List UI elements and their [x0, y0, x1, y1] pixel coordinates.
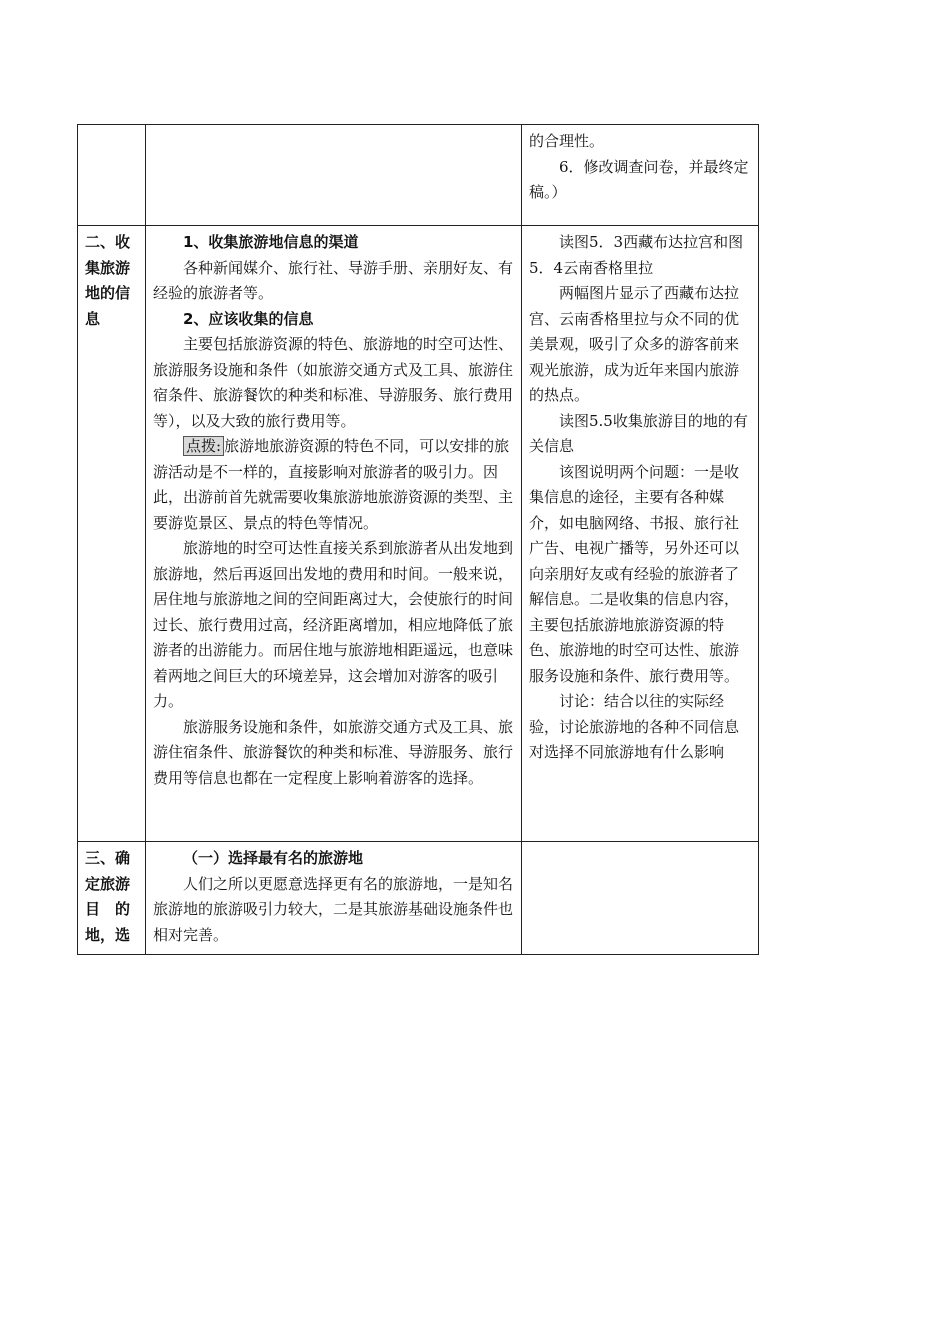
- body-paragraph: 旅游地的时空可达性直接关系到旅游者从出发地到旅游地，然后再返回出发地的费用和时间。一般来说，居住地与旅游地之间的空间距离过大，会使旅行的时间过长、旅行费用过高，经济距离增加，相应地降低了旅游者的出游能力。而居住地与旅游地相距遥远，也意味着两地之间巨大的环境差异，这会增加对游客的吸引力。: [153, 539, 514, 710]
- note-paragraph: 读图5．3西藏布达拉宫和图5．4云南香格里拉: [529, 233, 744, 277]
- table-row: [78, 226, 759, 842]
- note-paragraph: 两幅图片显示了西藏布达拉宫、云南香格里拉与众不同的优美景观，吸引了众多的游客前来观光旅游，成为近年来国内旅游的热点。: [529, 284, 740, 404]
- note-paragraph: 讨论：结合以往的实际经验，讨论旅游地的各种不同信息对选择不同旅游地有什么影响: [529, 692, 740, 761]
- section-heading: 2、应该收集的信息: [183, 309, 314, 328]
- row-label-cell: [78, 842, 146, 955]
- body-paragraph: 主要包括旅游资源的特色、旅游地的时空可达性、旅游服务设施和条件（如旅游交通方式及工具、旅游住宿条件、旅游餐饮的种类和标准、导游服务、旅行费用等），以及大致的旅行费用等。: [153, 335, 514, 430]
- content-cell: [146, 842, 522, 955]
- row-label-cell: [78, 125, 146, 226]
- notes-cell: [522, 842, 759, 955]
- row-label-line: 目 的: [85, 900, 131, 918]
- lesson-table: [77, 124, 759, 955]
- content-cell: [146, 125, 522, 226]
- tip-tag: 点拨:: [183, 436, 224, 456]
- row-label-line: 地的信: [85, 284, 131, 302]
- note-paragraph: 的合理性。: [529, 132, 605, 150]
- body-paragraph: 各种新闻媒介、旅行社、导游手册、亲朋好友、有经验的旅游者等。: [153, 258, 514, 302]
- table-row: [78, 842, 759, 955]
- row-label-line: 三、确: [85, 849, 131, 867]
- note-paragraph: 该图说明两个问题：一是收集信息的途径，主要有各种媒介，如电脑网络、书报、旅行社广告、电视广播等，另外还可以向亲朋好友或有经验的旅游者了解信息。二是收集的信息内容，主要包括旅游地旅游资源的特色、旅游地的时空可达性、旅游服务设施和条件、旅行费用等。: [529, 462, 740, 685]
- row-label-line: 集旅游: [85, 258, 131, 277]
- table-row: [78, 125, 759, 226]
- body-paragraph: [153, 434, 514, 536]
- row-label-line: 地，选: [85, 925, 131, 944]
- row-label-line: 二、收: [85, 233, 131, 251]
- section-heading: （一）选择最有名的旅游地: [183, 849, 364, 867]
- tip-text: 旅游地旅游资源的特色不同，可以安排的旅游活动是不一样的，直接影响对旅游者的吸引力。因此，出游前首先就需要收集旅游地旅游资源的类型、主要游览景区、景点的特色等情况。: [153, 437, 514, 532]
- row-label-cell: [78, 226, 146, 842]
- notes-cell: [522, 226, 759, 842]
- body-paragraph: 旅游服务设施和条件，如旅游交通方式及工具、旅游住宿条件、旅游餐饮的种类和标准、导游服务、旅行费用等信息也都在一定程度上影响着游客的选择。: [153, 717, 514, 787]
- note-paragraph: 6．修改调查问卷，并最终定稿。）: [529, 157, 749, 201]
- content-cell: [146, 226, 522, 842]
- note-paragraph: 读图5.5收集旅游目的地的有关信息: [529, 411, 748, 455]
- notes-cell: [522, 125, 759, 226]
- section-heading: 1、收集旅游地信息的渠道: [183, 233, 359, 251]
- row-label-line: 息: [85, 309, 101, 328]
- row-label-line: 定旅游: [85, 874, 131, 893]
- body-paragraph: 人们之所以更愿意选择更有名的旅游地，一是知名旅游地的旅游吸引力较大，二是其旅游基础设施条件也相对完善。: [153, 874, 514, 944]
